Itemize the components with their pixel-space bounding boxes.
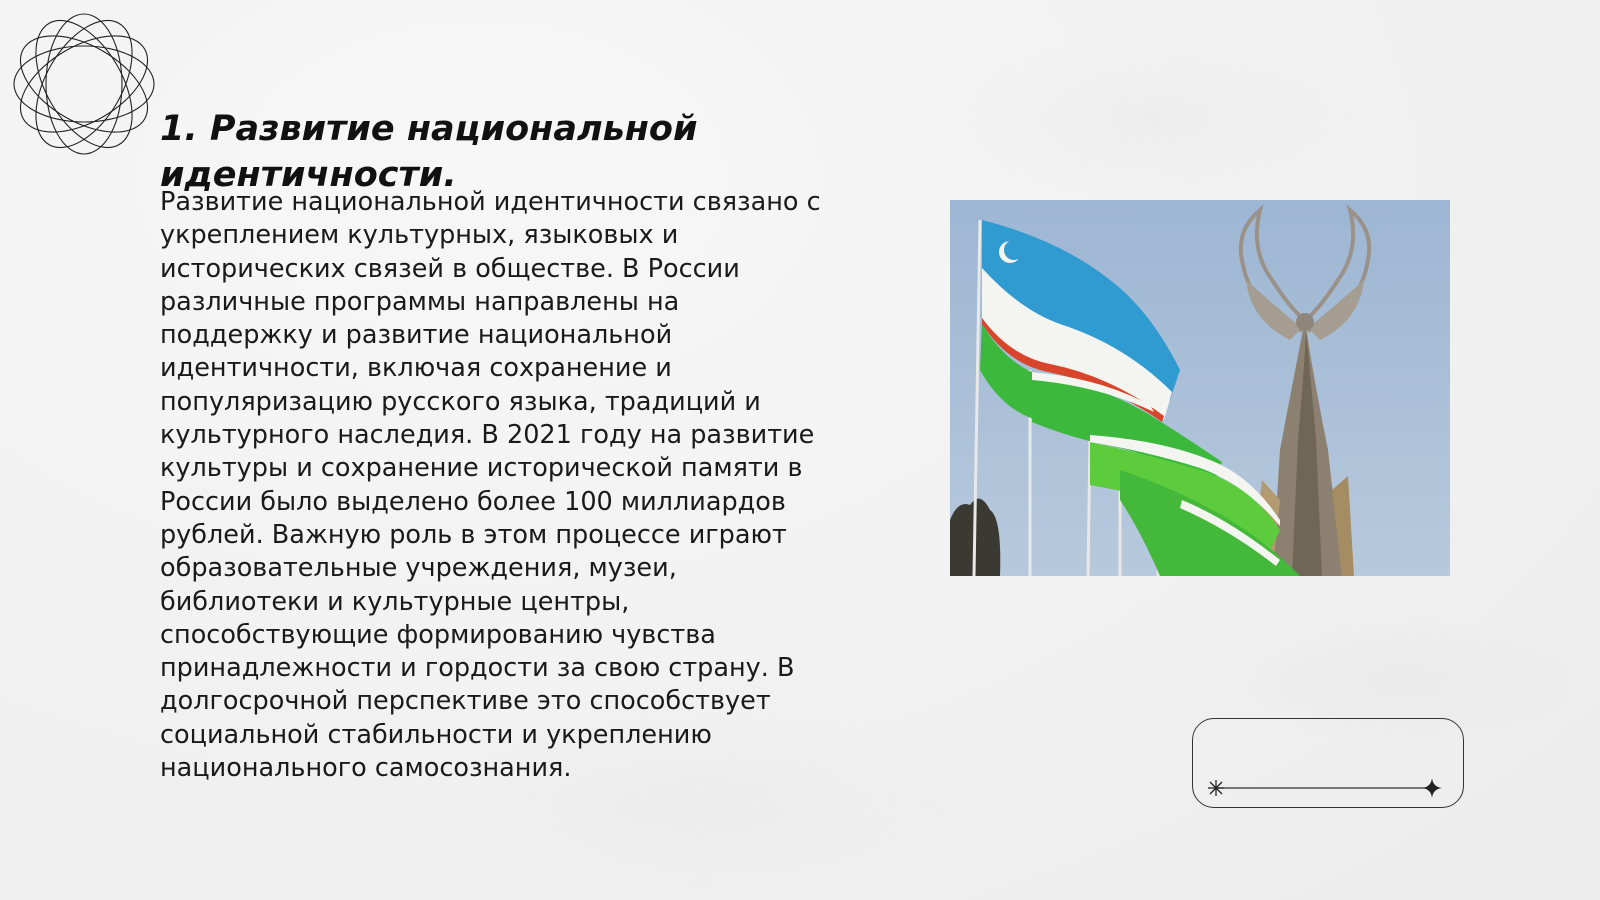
decorative-line (1206, 776, 1446, 800)
slide-title (160, 106, 860, 198)
body-line: различные программы направлены на (160, 286, 680, 317)
four-point-star-icon (1422, 778, 1442, 798)
body-line: принадлежности и гордости за свою страну. В (160, 653, 795, 684)
body-line: Развитие национальной идентичности связано с (160, 187, 821, 217)
body-line: социальной стабильности и укреплению (160, 719, 712, 750)
flags-photo-illustration (950, 200, 1450, 576)
flags-photo (950, 200, 1450, 576)
body-line: популяризацию русского языка, традиций и (160, 386, 761, 417)
body-line: идентичности, включая сохранение и (160, 353, 672, 384)
body-line: способствующие формированию чувства (160, 619, 716, 650)
body-line: исторических связей в обществе. В России (160, 253, 740, 284)
body-line: России было выделено более 100 миллиардов (160, 486, 786, 517)
body-line: образовательные учреждения, музеи, (160, 553, 677, 584)
title-line-1: 1. Развитие национальной (160, 109, 698, 149)
body-line: культурного наследия. В 2021 году на развитие (160, 420, 815, 451)
sparkle-star-icon (1208, 780, 1224, 796)
body-paragraph (160, 186, 860, 785)
body-line: национального самосознания. (160, 753, 572, 784)
body-line: поддержку и развитие национальной (160, 320, 673, 351)
body-line: долгосрочной перспективе это способствует (160, 686, 771, 717)
body-line: укреплением культурных, языковых и (160, 220, 679, 251)
body-line: библиотеки и культурные центры, (160, 586, 630, 617)
body-line: культуры и сохранение исторической памяти в (160, 453, 803, 484)
title-line-2: идентичности. (160, 155, 457, 195)
circular-line-ornament-icon (10, 10, 158, 158)
body-line: рублей. Важную роль в этом процессе играют (160, 519, 787, 550)
